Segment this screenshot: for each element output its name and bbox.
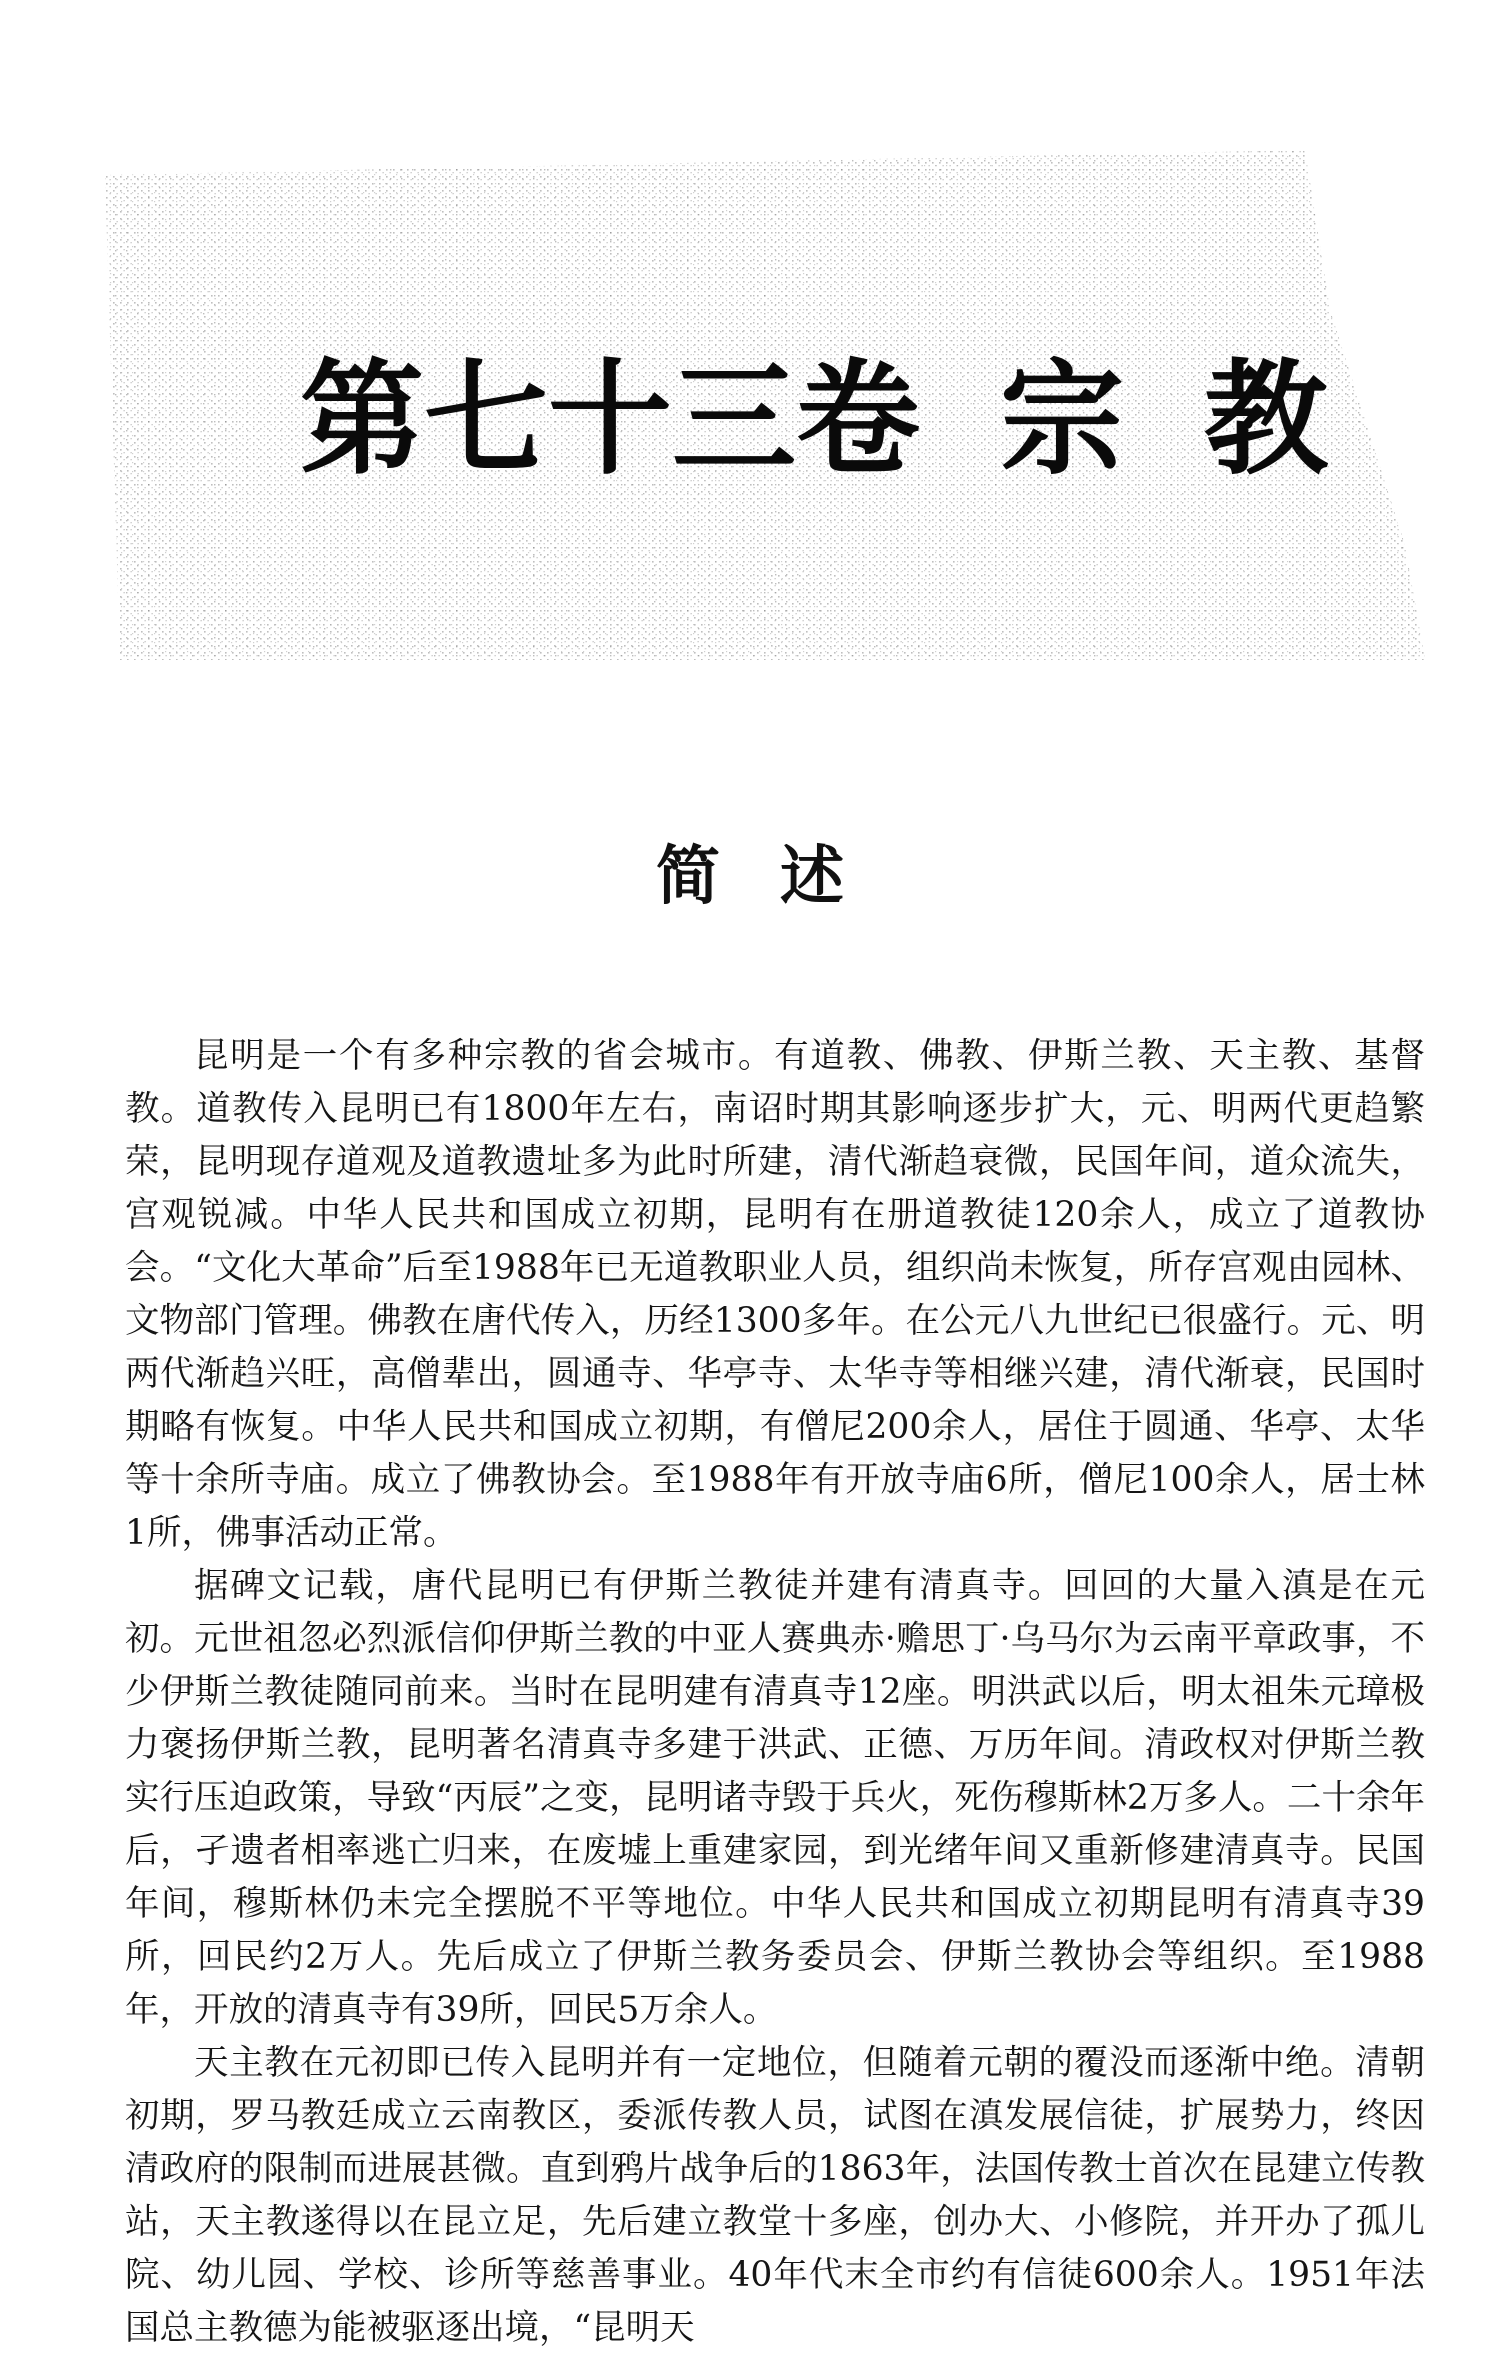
paragraph: 天主教在元初即已传入昆明并有一定地位，但随着元朝的覆没而逐渐中绝。清朝初期，罗马教廷成立云南教区，委派传教人员，试图在滇发展信徒，扩展势力，终因清政府的限制而进展甚微。直到鸦片战争后的1863年，法国传教士首次在昆建立传教站，天主教遂得以在昆立足，先后建立教堂十多座，创办大、小修院，并开办了孤儿院、幼儿园、学校、诊所等慈善事业。40年代末全市约有信徒600余人。1951年法国总主教德为能被驱逐出境，“昆明天	[125, 2043, 1425, 2348]
section-title: 简述	[656, 840, 904, 914]
volume-subject: 宗教	[1000, 348, 1409, 492]
volume-number: 第七十三卷	[300, 348, 921, 492]
paragraph: 昆明是一个有多种宗教的省会城市。有道教、佛教、伊斯兰教、天主教、基督教。道教传入昆明已有1800年左右，南诏时期其影响逐步扩大，元、明两代更趋繁荣，昆明现存道观及道教遗址多为此时所建，清代渐趋衰微，民国年间，道众流失，宫观锐减。中华人民共和国成立初期，昆明有在册道教徒120余人，成立了道教协会。“文化大革命”后至1988年已无道教职业人员，组织尚未恢复，所存宫观由园林、文物部门管理。佛教在唐代传入，历经1300多年。在公元八九世纪已很盛行。元、明两代渐趋兴旺，高僧辈出，圆通寺、华亭寺、太华寺等相继兴建，清代渐衰，民国时期略有恢复。中华人民共和国成立初期，有僧尼200余人，居住于圆通、华亭、太华等十余所寺庙。成立了佛教协会。至1988年有开放寺庙6所，僧尼100余人，居士林1所，佛事活动正常。	[125, 1036, 1425, 1553]
volume-title	[300, 340, 1409, 500]
title-banner	[0, 0, 1500, 700]
paragraph: 据碑文记载，唐代昆明已有伊斯兰教徒并建有清真寺。回回的大量入滇是在元初。元世祖忽必烈派信仰伊斯兰教的中亚人赛典赤·赡思丁·乌马尔为云南平章政事，不少伊斯兰教徒随同前来。当时在昆明建有清真寺12座。明洪武以后，明太祖朱元璋极力褒扬伊斯兰教，昆明著名清真寺多建于洪武、正德、万历年间。清政权对伊斯兰教实行压迫政策，导致“丙辰”之变，昆明诸寺毁于兵火，死伤穆斯林2万多人。二十余年后，孑遗者相率逃亡归来，在废墟上重建家园，到光绪年间又重新修建清真寺。民国年间，穆斯林仍未完全摆脱不平等地位。中华人民共和国成立初期昆明有清真寺39所，回民约2万人。先后成立了伊斯兰教务委员会、伊斯兰教协会等组织。至1988年，开放的清真寺有39所，回民5万余人。	[125, 1566, 1425, 2030]
body-text	[125, 1030, 1425, 2355]
